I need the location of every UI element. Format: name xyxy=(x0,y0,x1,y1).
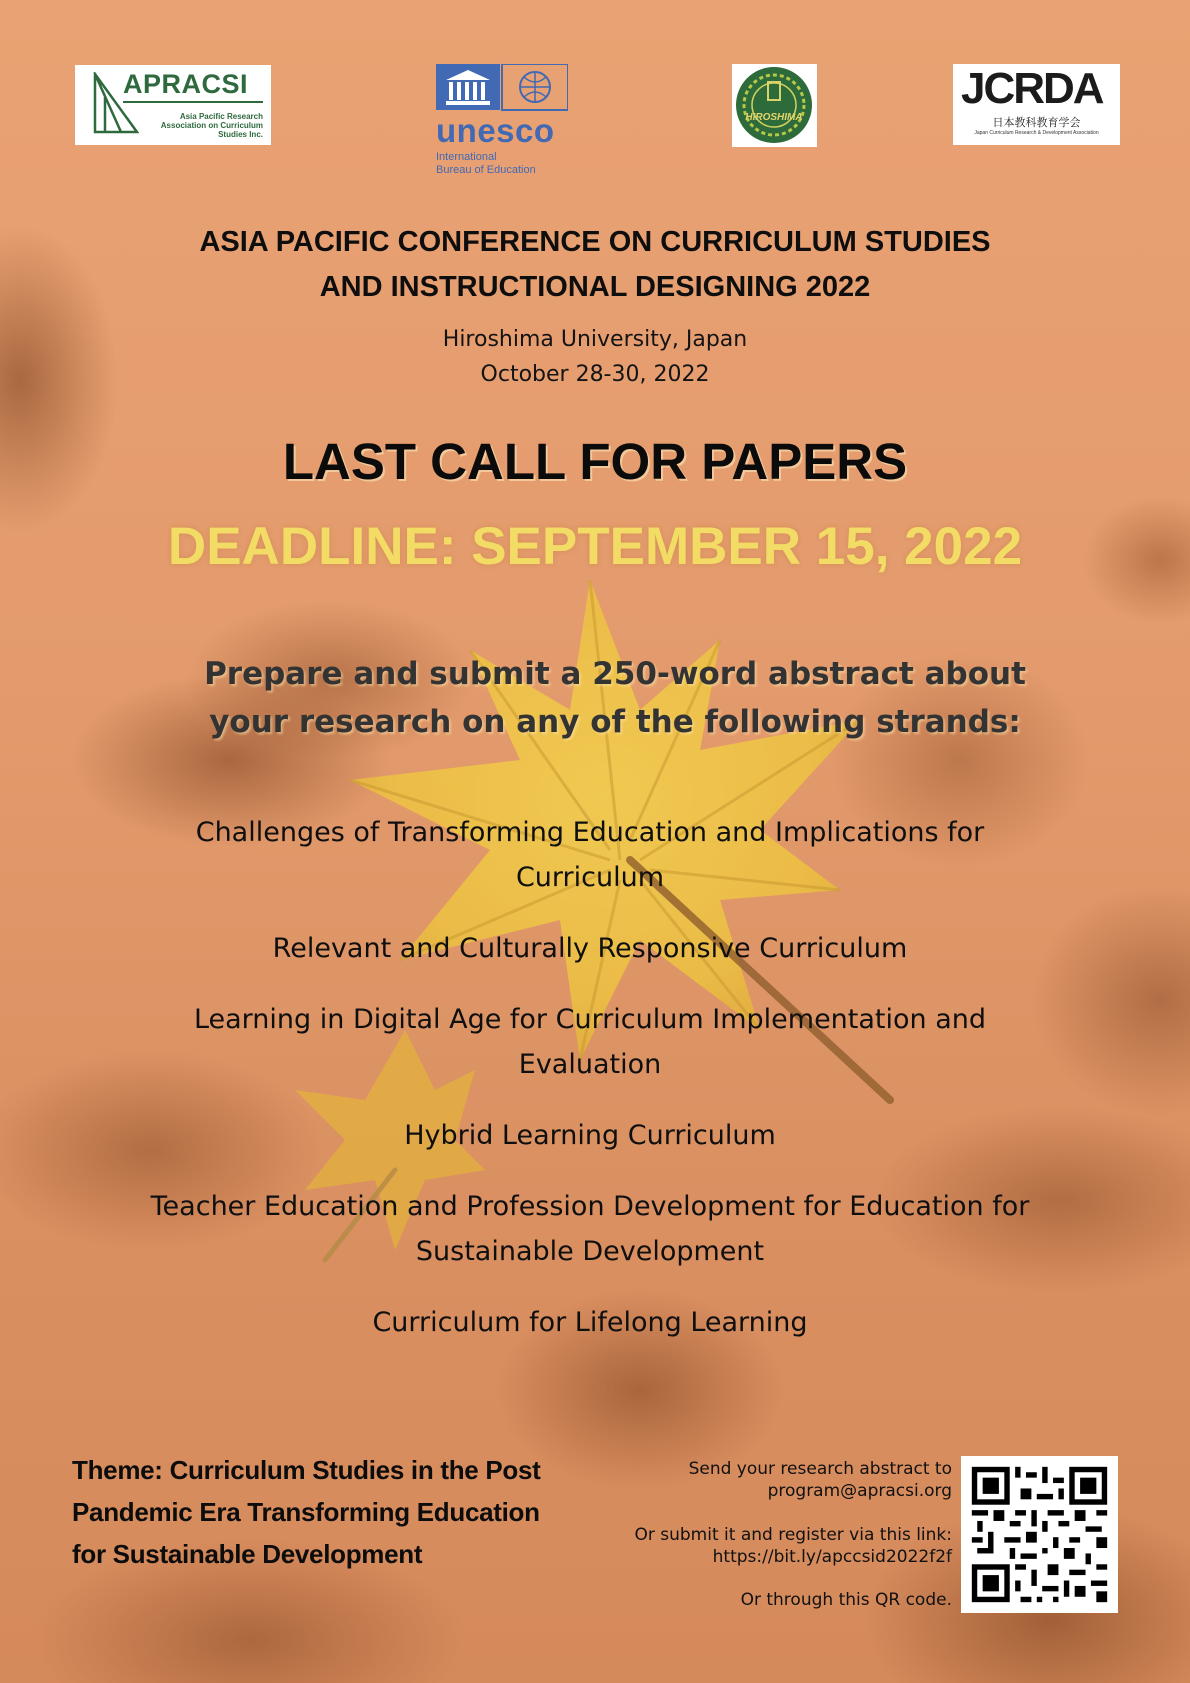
conference-location: Hiroshima University, Japan xyxy=(442,327,748,352)
abstract-instruction xyxy=(150,650,1080,746)
conference-title xyxy=(0,220,1190,310)
email-label: Send your research abstract to xyxy=(688,1459,952,1479)
abstract-instruction-line1: Prepare and submit a 250-word abstract about xyxy=(204,656,1026,692)
abstract-instruction-line2: your research on any of the following strands: xyxy=(209,704,1021,740)
strand-item: Challenges of Transforming Education and Implications for Curriculum xyxy=(195,817,985,893)
conference-title-line2: AND INSTRUCTIONAL DESIGNING 2022 xyxy=(319,271,871,303)
strand-item: Curriculum for Lifelong Learning xyxy=(372,1307,808,1338)
link-instruction xyxy=(560,1524,952,1568)
hiroshima-seal-icon xyxy=(732,64,817,147)
jcrda-wordmark: JCRDA xyxy=(961,64,1103,113)
registration-link[interactable]: https://bit.ly/apccsid2022f2f xyxy=(712,1547,952,1567)
apracsi-logo xyxy=(75,65,271,145)
unesco-subtitle-line1: International xyxy=(436,151,497,163)
strand-item: Teacher Education and Profession Development for Education for Sustainable Development xyxy=(150,1191,1030,1267)
unesco-temple-icon xyxy=(436,64,568,112)
svg-text:HIROSHIMA: HIROSHIMA xyxy=(745,112,803,123)
last-call-heading: LAST CALL FOR PAPERS xyxy=(282,433,908,490)
apracsi-subtitle: Asia Pacific Research Association on Curriculum Studies Inc. xyxy=(160,112,263,139)
strand-item: Relevant and Culturally Responsive Curriculum xyxy=(272,933,908,964)
hiroshima-university-seal xyxy=(732,64,817,147)
deadline-heading: DEADLINE: SEPTEMBER 15, 2022 xyxy=(167,517,1023,576)
submission-email-link[interactable]: program@apracsi.org xyxy=(767,1481,952,1501)
apracsi-wordmark: APRACSI xyxy=(123,69,249,99)
jcrda-japanese-name: 日本教科教育学会 xyxy=(992,116,1081,129)
jcrda-logo xyxy=(953,64,1120,145)
conference-theme: Theme: Curriculum Studies in the Post Pandemic Era Transforming Education for Sustainable Development xyxy=(72,1455,541,1569)
conference-title-line1: ASIA PACIFIC CONFERENCE ON CURRICULUM STUDIES xyxy=(199,226,991,258)
strands-list xyxy=(80,810,1100,1371)
conference-venue-dates xyxy=(0,322,1190,392)
strand-item: Learning in Digital Age for Curriculum Implementation and Evaluation xyxy=(193,1004,987,1080)
link-label: Or submit it and register via this link: xyxy=(634,1525,952,1545)
unesco-wordmark: unesco xyxy=(436,112,555,149)
qr-code[interactable] xyxy=(961,1456,1118,1613)
unesco-subtitle-line2: Bureau of Education xyxy=(436,164,536,176)
qr-code-icon xyxy=(961,1456,1118,1613)
unesco-logo xyxy=(436,64,568,176)
unesco-subtitle xyxy=(436,151,536,177)
conference-dates: October 28-30, 2022 xyxy=(480,362,710,387)
qr-instruction: Or through this QR code. xyxy=(740,1590,952,1610)
jcrda-english-name: Japan Curriculum Research & Development Association xyxy=(974,130,1099,136)
email-instruction xyxy=(560,1458,952,1502)
apracsi-rule xyxy=(123,101,263,103)
strand-item: Hybrid Learning Curriculum xyxy=(404,1120,776,1151)
